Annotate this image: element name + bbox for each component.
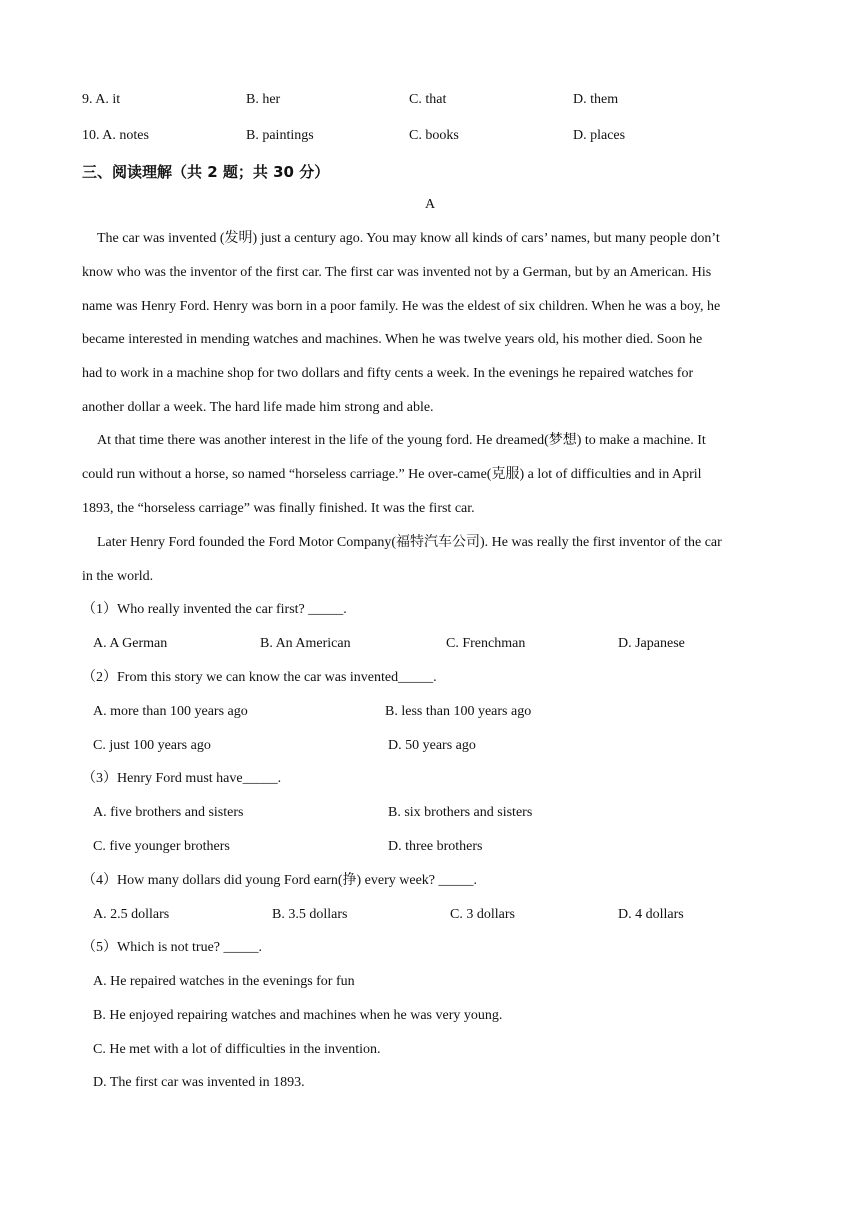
passage-line: name was Henry Ford. Henry was born in a poor family. He was the eldest of six children. When he was a boy, he [82,299,721,314]
option-d: D. places [573,128,626,143]
cloze-item-9 [82,90,782,110]
q5-option-c[interactable]: C. He met with a lot of difficulties in the invention. [93,1042,381,1057]
section-heading: 三、阅读理解（共 2 题；共 30 分） [82,163,330,181]
q4-option-a[interactable]: A. 2.5 dollars [93,907,170,922]
q5-option-d[interactable]: D. The first car was invented in 1893. [93,1075,305,1090]
question-5: （5）Which is not true? _____. [82,940,263,955]
q2-option-c[interactable]: C. just 100 years ago [93,738,211,753]
option-a: 10. A. notes [82,128,149,143]
option-a: 9. A. it [82,92,121,107]
passage-line: had to work in a machine shop for two dollars and fifty cents a week. In the evenings he repaired watches for [82,366,694,381]
passage-line: At that time there was another interest in the life of the young ford. He dreamed(梦想) to make a machine. It [97,433,706,448]
q1-option-c[interactable]: C. Frenchman [446,636,526,651]
passage-line: in the world. [82,569,154,584]
passage-line: could run without a horse, so named “horseless carriage.” He over-came(克服) a lot of difficulties and in April [82,467,702,482]
passage-title: A [424,197,436,212]
q2-option-a[interactable]: A. more than 100 years ago [93,704,248,719]
passage-line: Later Henry Ford founded the Ford Motor Company(福特汽车公司). He was really the first inventor of the car [97,535,722,550]
passage-line: another dollar a week. The hard life made him strong and able. [82,400,434,415]
q1-option-d[interactable]: D. Japanese [618,636,685,651]
q3-option-b[interactable]: B. six brothers and sisters [388,805,533,820]
q3-option-c[interactable]: C. five younger brothers [93,839,230,854]
q2-option-b[interactable]: B. less than 100 years ago [385,704,532,719]
q1-option-b[interactable]: B. An American [260,636,351,651]
q1-option-a[interactable]: A. A German [93,636,168,651]
cloze-item-10 [82,126,782,146]
q3-option-a[interactable]: A. five brothers and sisters [93,805,244,820]
option-d: D. them [573,92,619,107]
q4-option-b[interactable]: B. 3.5 dollars [272,907,348,922]
question-2: （2）From this story we can know the car was invented_____. [82,670,437,685]
question-1: （1）Who really invented the car first? _____. [82,602,347,617]
option-b: B. her [246,92,281,107]
q4-option-c[interactable]: C. 3 dollars [450,907,515,922]
passage-line: 1893, the “horseless carriage” was finally finished. It was the first car. [82,501,475,516]
q4-option-d[interactable]: D. 4 dollars [618,907,684,922]
option-c: C. that [409,92,447,107]
passage-line: The car was invented (发明) just a century ago. You may know all kinds of cars’ names, but many people don’t [97,231,720,246]
q5-option-a[interactable]: A. He repaired watches in the evenings for fun [93,974,355,989]
q5-option-b[interactable]: B. He enjoyed repairing watches and machines when he was very young. [93,1008,503,1023]
passage-line: became interested in mending watches and machines. When he was twelve years old, his mother died. Soon he [82,332,703,347]
option-c: C. books [409,128,459,143]
option-b: B. paintings [246,128,314,143]
question-4: （4）How many dollars did young Ford earn(挣) every week? _____. [82,873,478,888]
question-3: （3）Henry Ford must have_____. [82,771,282,786]
q3-option-d[interactable]: D. three brothers [388,839,483,854]
q2-option-d[interactable]: D. 50 years ago [388,738,476,753]
passage-line: know who was the inventor of the first car. The first car was invented not by a German, but by an American. His [82,265,712,280]
